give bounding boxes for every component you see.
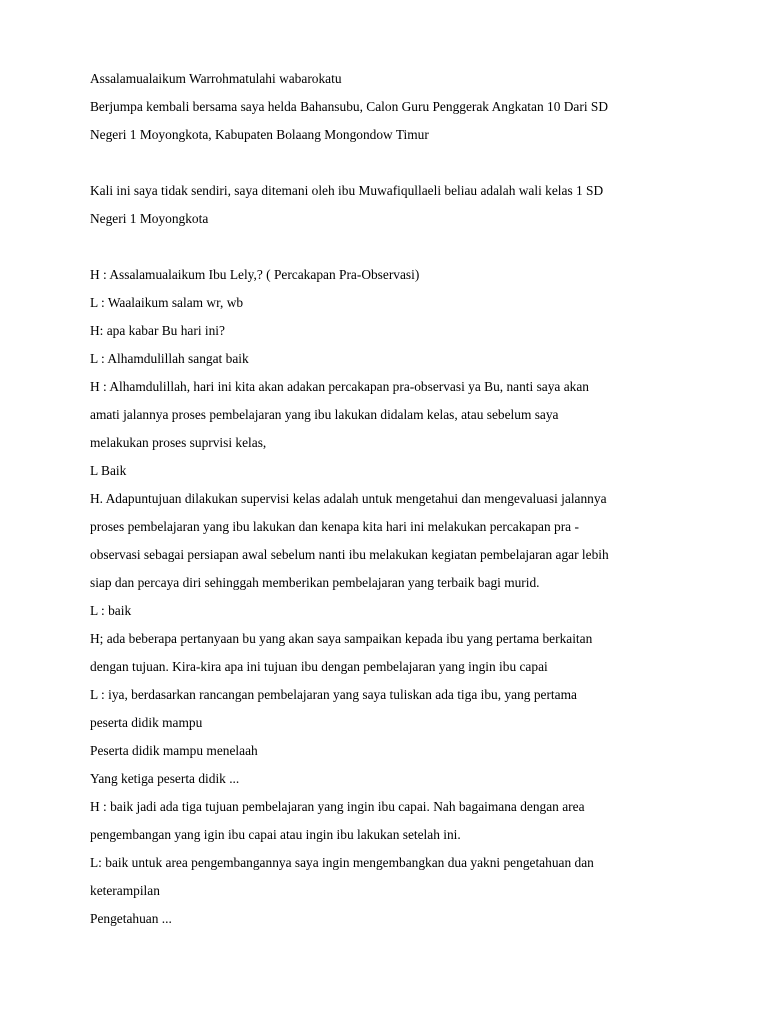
dialogue-line: Pengetahuan ...: [90, 911, 172, 926]
dialogue-line: Peserta didik mampu menelaah: [90, 743, 258, 758]
paragraph-gap: [90, 149, 690, 177]
dialogue-line: L : iya, berdasarkan rancangan pembelajaran yang saya tuliskan ada tiga ibu, yang pertama: [90, 687, 577, 702]
dialogue-line: L : baik: [90, 603, 132, 618]
dialogue-line: L : Alhamdulillah sangat baik: [90, 351, 249, 366]
dialogue-line: pengembangan yang igin ibu capai atau ingin ibu lakukan setelah ini.: [90, 827, 461, 842]
paragraph-gap: [90, 233, 690, 261]
dialogue-line: L: baik untuk area pengembangannya saya ingin mengembangkan dua yakni pengetahuan dan: [90, 855, 594, 870]
dialogue-line: H : Assalamualaikum Ibu Lely,? ( Percakapan Pra-Observasi): [90, 267, 420, 282]
dialogue-line: keterampilan: [90, 883, 160, 898]
dialogue-line: proses pembelajaran yang ibu lakukan dan kenapa kita hari ini melakukan percakapan pra -: [90, 519, 579, 534]
dialogue-line: amati jalannya proses pembelajaran yang ibu lakukan didalam kelas, atau sebelum saya: [90, 407, 559, 422]
greeting-line: Assalamualaikum Warrohmatulahi wabarokatu: [90, 71, 342, 86]
context-line-2: Negeri 1 Moyongkota: [90, 211, 209, 226]
dialogue-line: observasi sebagai persiapan awal sebelum nanti ibu melakukan kegiatan pembelajaran agar lebih: [90, 547, 609, 562]
dialogue-line: L : Waalaikum salam wr, wb: [90, 295, 244, 310]
dialogue-line: H : baik jadi ada tiga tujuan pembelajaran yang ingin ibu capai. Nah bagaimana dengan area: [90, 799, 585, 814]
dialogue-line: H; ada beberapa pertanyaan bu yang akan saya sampaikan kepada ibu yang pertama berkaitan: [90, 631, 593, 646]
dialogue-line: L Baik: [90, 463, 127, 478]
dialogue-line: H : Alhamdulillah, hari ini kita akan adakan percakapan pra-observasi ya Bu, nanti saya akan: [90, 379, 589, 394]
dialogue-line: melakukan proses suprvisi kelas,: [90, 435, 267, 450]
dialogue-line: H. Adapuntujuan dilakukan supervisi kelas adalah untuk mengetahui dan mengevaluasi jalannya: [90, 491, 607, 506]
document-page: [90, 65, 690, 933]
intro-line-2: Negeri 1 Moyongkota, Kabupaten Bolaang Mongondow Timur: [90, 127, 429, 142]
dialogue-line: siap dan percaya diri sehinggah memberikan pembelajaran yang terbaik bagi murid.: [90, 575, 540, 590]
dialogue-line: Yang ketiga peserta didik ...: [90, 771, 240, 786]
dialogue-line: H: apa kabar Bu hari ini?: [90, 323, 225, 338]
context-line-1: Kali ini saya tidak sendiri, saya ditemani oleh ibu Muwafiqullaeli beliau adalah wali kelas 1 SD: [90, 183, 604, 198]
intro-line-1: Berjumpa kembali bersama saya helda Bahansubu, Calon Guru Penggerak Angkatan 10 Dari SD: [90, 99, 609, 114]
dialogue-line: peserta didik mampu: [90, 715, 203, 730]
dialogue-line: dengan tujuan. Kira-kira apa ini tujuan ibu dengan pembelajaran yang ingin ibu capai: [90, 659, 548, 674]
